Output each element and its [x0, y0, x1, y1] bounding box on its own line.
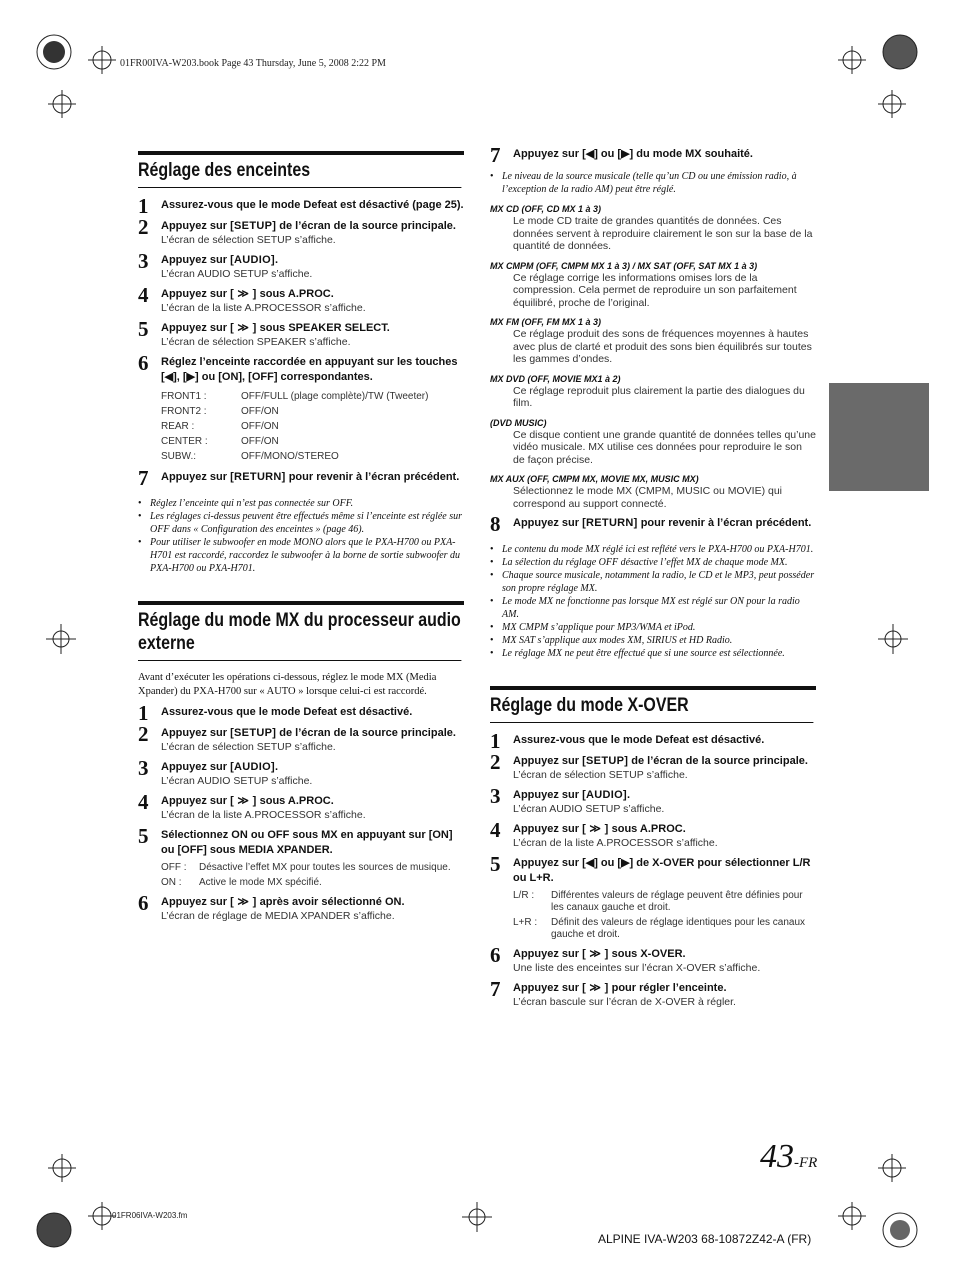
step-number: 8 [490, 512, 501, 536]
step-item [490, 818, 816, 850]
option-key: ON : [161, 877, 182, 888]
note-item: • Le niveau de la source musicale (telle qu’un CD ou une émission radio, à l’exception de la radio AM) peut être réglé. [490, 170, 816, 196]
button-label: [ ≫ ] [230, 322, 257, 334]
button-label: [RETURN] [582, 517, 638, 529]
option-row [513, 917, 816, 941]
step-text [161, 895, 464, 910]
footer-model: ALPINE IVA-W203 68-10872Z42-A (FR) [598, 1232, 812, 1246]
step-number: 6 [138, 351, 149, 375]
note-item: • Le mode MX ne fonctionne pas lorsque MX est réglé sur ON pour la radio AM. [490, 595, 816, 621]
step-list [138, 891, 464, 923]
mx-mode-description: Ce disque contient une grande quantité de données telles qu’une vidéo musicale. MX utilise ces données pour reproduire le son de façon précise. [513, 428, 816, 466]
option-key: FRONT1 : [161, 391, 207, 402]
note-item: • La sélection du réglage OFF désactive l’effet MX de chaque mode MX. [490, 556, 816, 569]
button-label: [AUDIO] [582, 789, 627, 801]
note-item: • Pour utiliser le subwoofer en mode MONO alors que le PXA-H700 ou PXA-H701 est raccordé, raccordez le subwoofer à la borne de sortie subwoofer du PXA-H700 ou PXA-H701. [138, 536, 464, 575]
step-item [138, 790, 464, 822]
button-label: [SETUP] [230, 220, 277, 232]
option-value: Définit des valeurs de réglage identiques pour les canaux gauche et droit. [551, 917, 806, 940]
step-result: L’écran de réglage de MEDIA XPANDER s’affiche. [161, 910, 395, 922]
step-text [161, 794, 464, 809]
step-item [138, 824, 464, 858]
step-text-post: sous X-OVER. [608, 948, 686, 960]
step-number: 5 [138, 317, 149, 341]
step-result: L’écran de la liste A.PROCESSOR s’affiche. [161, 809, 366, 821]
step-number: 3 [138, 249, 149, 273]
mx-mode-heading: MX CMPM (OFF, CMPM MX 1 à 3) / MX SAT (OFF, SAT MX 1 à 3) [490, 260, 758, 271]
note-list [490, 170, 816, 196]
step-number: 1 [138, 701, 149, 725]
option-value: OFF/ON [241, 436, 279, 447]
step-text-pre: Appuyez sur [161, 254, 231, 266]
note-item: • Le réglage MX ne peut être effectué que si une source est sélectionnée. [490, 647, 816, 660]
option-list [138, 389, 464, 464]
step-text-pre: Appuyez sur [161, 795, 231, 807]
option-value: OFF/ON [241, 421, 279, 432]
step-number: 7 [490, 143, 501, 167]
step-item [138, 891, 464, 923]
step-text-post: sous A.PROC. [608, 823, 686, 835]
section-mx-mode [138, 601, 464, 661]
print-header: 01FR00IVA-W203.book Page 43 Thursday, June 5, 2008 2:22 PM [120, 58, 386, 69]
step-list [138, 466, 464, 490]
mx-mode-description: Le mode CD traite de grandes quantités de données. Ces données servent à reproduire clairement le son sur la base de la quantité de données. [513, 215, 813, 252]
option-row [161, 404, 464, 419]
step-text-post: . [626, 789, 631, 801]
step-number: 5 [138, 824, 149, 848]
step-number: 5 [490, 852, 501, 876]
step-text-pre: Appuyez sur [161, 471, 231, 483]
mx-mode-list [490, 203, 816, 510]
note-item: • MX SAT s’applique aux modes XM, SIRIUS et HD Radio. [490, 634, 816, 647]
step-item [138, 194, 464, 218]
step-text [513, 981, 816, 996]
button-label: [ ≫ ] [230, 896, 257, 908]
step-text-pre: Appuyez sur [513, 789, 583, 801]
step-text-post: sous A.PROC. [256, 288, 334, 300]
step-item [138, 317, 464, 349]
option-key: SUBW.: [161, 451, 197, 462]
step-item [138, 283, 464, 315]
step-text-pre: Appuyez sur [513, 517, 583, 529]
left-column [138, 151, 464, 923]
option-row [161, 862, 464, 874]
mx-mode-description: Ce réglage produit des sons de fréquences moyennes à hautes avec plus de clarté et produit des sons bien équilibrés sur toutes les gammes d’ondes. [513, 328, 812, 365]
step-item [490, 943, 816, 975]
option-list [490, 890, 816, 941]
note-item: • Le contenu du mode MX réglé ici est reflété vers le PXA-H700 ou PXA-H701. [490, 543, 816, 556]
option-key: L+R : [513, 917, 538, 928]
step-number: 4 [490, 818, 501, 842]
step-text-post: . [274, 254, 279, 266]
step-number: 2 [138, 722, 149, 746]
step-item [138, 756, 464, 788]
step-item [490, 143, 816, 167]
mx-mode-description: Ce réglage reproduit plus clairement la partie des dialogues du film. [513, 384, 805, 409]
step-text [513, 754, 816, 769]
step-text: Assurez-vous que le mode Defeat est désactivé. [161, 706, 413, 718]
step-number: 4 [138, 283, 149, 307]
step-text-pre: Appuyez sur [513, 755, 583, 767]
chapter-tab [829, 383, 929, 491]
footer-filename: 01FR06IVA-W203.fm [112, 1211, 188, 1220]
step-number: 1 [138, 194, 149, 218]
step-number: 7 [138, 466, 149, 490]
step-text [161, 760, 464, 775]
step-list [490, 943, 816, 1009]
step-number: 7 [490, 977, 501, 1001]
registration-mark-mid-left [44, 622, 78, 656]
step-text-post: de l’écran de la source principale. [276, 727, 456, 739]
option-list [138, 862, 464, 889]
option-row [513, 890, 816, 914]
step-text-post: . [274, 761, 279, 773]
option-value: Différentes valeurs de réglage peuvent être définies pour les canaux gauche et droit. [551, 890, 803, 913]
step-text [513, 788, 816, 803]
option-row [161, 877, 464, 889]
step-result: L’écran AUDIO SETUP s’affiche. [161, 775, 313, 787]
option-key: FRONT2 : [161, 406, 207, 417]
step-number: 2 [490, 750, 501, 774]
step-number: 3 [490, 784, 501, 808]
step-result: L’écran de la liste A.PROCESSOR s’affiche. [161, 302, 366, 314]
step-number: 6 [490, 943, 501, 967]
button-label: [RETURN] [230, 471, 286, 483]
option-value: OFF/FULL (plage complète)/TW (Tweeter) [241, 391, 429, 402]
button-label: [SETUP] [230, 727, 277, 739]
note-item: • MX CMPM s’applique pour MP3/WMA et iPod. [490, 621, 816, 634]
option-key: CENTER : [161, 436, 208, 447]
step-text: Appuyez sur [◀] ou [▶] de X-OVER pour sélectionner L/R ou L+R. [513, 857, 811, 884]
intro-text: Avant d’exécuter les opérations ci-dessous, réglez le mode MX (Media Xpander) du PXA-H700 sur « AUTO » lorsque celui-ci est raccordé. [138, 672, 437, 697]
step-list [138, 701, 464, 858]
step-item [138, 722, 464, 754]
button-label: [ ≫ ] [582, 982, 609, 994]
step-text-pre: Appuyez sur [513, 948, 583, 960]
step-item [138, 351, 464, 385]
button-label: [ ≫ ] [582, 823, 609, 835]
step-number: 2 [138, 215, 149, 239]
button-label: [AUDIO] [230, 254, 275, 266]
step-text-pre: Appuyez sur [161, 220, 231, 232]
option-value: Active le mode MX spécifié. [199, 877, 322, 888]
step-number: 1 [490, 729, 501, 753]
step-text-post: sous A.PROC. [256, 795, 334, 807]
step-text [161, 321, 464, 336]
step-text: Réglez l’enceinte raccordée en appuyant sur les touches [◀], [▶] ou [ON], [OFF] correspondantes. [161, 356, 458, 383]
step-item [490, 512, 816, 536]
option-row [161, 449, 464, 464]
section-title: Réglage du mode X-OVER [490, 694, 813, 723]
step-item [490, 977, 816, 1009]
button-label: [ ≫ ] [230, 795, 257, 807]
step-text [513, 947, 816, 962]
step-item [490, 729, 816, 753]
page-number: 43-FR [760, 1138, 818, 1175]
step-text-post: pour revenir à l’écran précédent. [285, 471, 460, 483]
note-item: • Chaque source musicale, notamment la radio, le CD et le MP3, peut posséder son propre réglage MX. [490, 569, 816, 595]
step-text-post: de l’écran de la source principale. [628, 755, 808, 767]
mx-mode-description: Ce réglage corrige les informations omises lors de la compression. Cela permet de reproduire un son parfaitement équilibré, proche de l’original. [513, 271, 797, 309]
step-item [138, 701, 464, 725]
step-list [490, 512, 816, 536]
mx-mode-description: Sélectionnez le mode MX (CMPM, MUSIC ou MOVIE) qui correspond au support connecté. [513, 485, 783, 510]
step-text-pre: Appuyez sur [161, 761, 231, 773]
note-list [138, 497, 464, 575]
step-text-pre: Appuyez sur [161, 288, 231, 300]
section-speaker-settings [138, 151, 464, 188]
step-text [161, 287, 464, 302]
step-text: Sélectionnez ON ou OFF sous MX en appuyant sur [ON] ou [OFF] sous MEDIA XPANDER. [161, 829, 453, 856]
note-item: • Les réglages ci-dessus peuvent être effectués même si l’enceinte est réglée sur OFF dans « Configuration des enceintes » (page 46). [138, 510, 464, 536]
step-list [138, 194, 464, 385]
step-text: Appuyez sur [◀] ou [▶] du mode MX souhaité. [513, 148, 753, 160]
section-title: Réglage des enceintes [138, 159, 461, 188]
step-item [138, 466, 464, 490]
button-label: [AUDIO] [230, 761, 275, 773]
note-list [490, 543, 816, 660]
button-label: [SETUP] [582, 755, 629, 767]
button-label: [ ≫ ] [230, 288, 257, 300]
step-text-post: de l’écran de la source principale. [276, 220, 456, 232]
option-key: L/R : [513, 890, 535, 901]
button-label: [ ≫ ] [582, 948, 609, 960]
option-value: OFF/ON [241, 406, 279, 417]
step-number: 3 [138, 756, 149, 780]
note-item: • Réglez l’enceinte qui n’est pas connectée sur OFF. [138, 497, 464, 510]
step-text-post: sous SPEAKER SELECT. [256, 322, 390, 334]
step-result: L’écran AUDIO SETUP s’affiche. [513, 803, 665, 815]
step-result: L’écran de sélection SPEAKER s’affiche. [161, 336, 351, 348]
step-list [490, 729, 816, 886]
step-result: L’écran AUDIO SETUP s’affiche. [161, 268, 313, 280]
step-text-pre: Appuyez sur [161, 727, 231, 739]
step-number: 4 [138, 790, 149, 814]
step-result: L’écran bascule sur l’écran de X-OVER à régler. [513, 996, 736, 1008]
step-text [161, 219, 464, 234]
option-key: REAR : [161, 421, 195, 432]
step-text-pre: Appuyez sur [513, 982, 583, 994]
step-text-post: pour revenir à l’écran précédent. [637, 517, 812, 529]
step-item [138, 215, 464, 247]
step-number: 6 [138, 891, 149, 915]
step-result: Une liste des enceintes sur l’écran X-OVER s’affiche. [513, 962, 761, 974]
option-row [161, 419, 464, 434]
registration-mark-top-right [806, 26, 926, 146]
mx-mode-heading: (DVD MUSIC) [490, 417, 547, 428]
step-text-pre: Appuyez sur [161, 896, 231, 908]
mx-mode-heading: MX DVD (OFF, MOVIE MX1 à 2) [490, 373, 621, 384]
option-row [161, 389, 464, 404]
step-text-post: pour régler l’enceinte. [608, 982, 727, 994]
mx-mode-heading: MX CD (OFF, CD MX 1 à 3) [490, 204, 602, 214]
step-result: L’écran de sélection SETUP s’affiche. [161, 741, 336, 753]
step-text [161, 470, 464, 485]
step-item [490, 852, 816, 886]
step-text-pre: Appuyez sur [161, 322, 231, 334]
registration-mark-top-left [28, 26, 148, 146]
section-xover [490, 686, 816, 723]
step-text [161, 253, 464, 268]
step-text-pre: Appuyez sur [513, 823, 583, 835]
step-text-post: après avoir sélectionné ON. [256, 896, 405, 908]
mx-mode-heading: MX AUX (OFF, CMPM MX, MOVIE MX, MUSIC MX) [490, 474, 699, 484]
step-result: L’écran de la liste A.PROCESSOR s’affiche. [513, 837, 718, 849]
step-result: L’écran de sélection SETUP s’affiche. [513, 769, 688, 781]
step-text [161, 726, 464, 741]
step-item [138, 249, 464, 281]
step-list [490, 143, 816, 167]
registration-mark-bottom-center [460, 1200, 494, 1234]
step-text [513, 516, 816, 531]
step-text [513, 822, 816, 837]
registration-mark-bottom-right [806, 1138, 926, 1258]
step-result: L’écran de sélection SETUP s’affiche. [161, 234, 336, 246]
option-key: OFF : [161, 862, 187, 873]
step-text: Assurez-vous que le mode Defeat est désactivé. [513, 734, 765, 746]
option-value: Désactive l’effet MX pour toutes les sources de musique. [199, 862, 451, 873]
step-text: Assurez-vous que le mode Defeat est désactivé (page 25). [161, 199, 464, 211]
right-column [490, 141, 816, 1009]
step-item [490, 750, 816, 782]
step-item [490, 784, 816, 816]
registration-mark-bottom-left [28, 1138, 148, 1258]
option-row [161, 434, 464, 449]
mx-mode-heading: MX FM (OFF, FM MX 1 à 3) [490, 317, 602, 327]
section-title: Réglage du mode MX du processeur audio externe [138, 609, 461, 661]
registration-mark-mid-right [876, 622, 910, 656]
option-value: OFF/MONO/STEREO [241, 451, 339, 462]
